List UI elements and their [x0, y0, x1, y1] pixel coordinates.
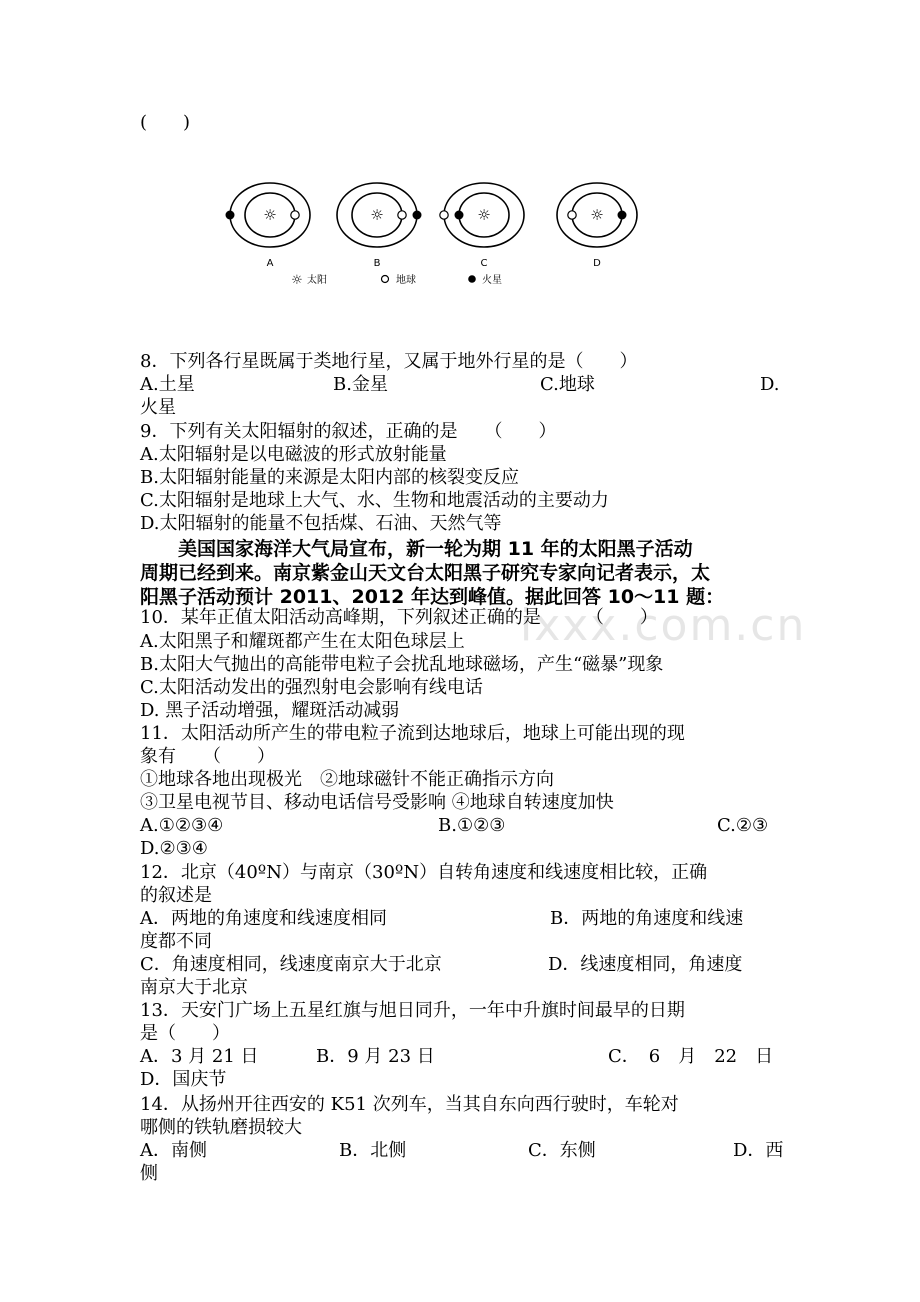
q14-option-d: D．西: [733, 1140, 784, 1161]
q9-option-a: A.太阳辐射是以电磁波的形式放射能量: [140, 444, 447, 465]
q11-option-a: A.①②③④: [140, 815, 224, 836]
q13-option-a: A．3 月 21 日: [140, 1046, 259, 1067]
sun-icon: ☼: [263, 206, 277, 224]
q10-option-d: D. 黑子活动增强，耀斑活动减弱: [140, 700, 400, 721]
q11-option-c: C.②③: [717, 815, 769, 836]
q11-stem-2: 象有 （ ）: [140, 746, 275, 767]
q14-option-c: C．东侧: [528, 1140, 596, 1161]
mars-icon: [618, 211, 627, 220]
panel-label-d: D: [593, 258, 601, 269]
q9-stem: 9．下列有关太阳辐射的叙述，正确的是 （ ）: [140, 421, 557, 442]
q8-option-d: D.: [760, 374, 780, 395]
q14-stem-1: 14．从扬州开往西安的 K51 次列车，当其自东向西行驶时，车轮对: [140, 1094, 679, 1115]
q11-option-b: B.①②③: [438, 815, 506, 836]
passage-line-3: 阳黑子活动预计 2011、2012 年达到峰值。据此回答 10～11 题：: [140, 586, 725, 608]
q11-statement-1: ①地球各地出现极光 ②地球磁针不能正确指示方向: [140, 769, 554, 790]
panel-label-a: A: [266, 258, 274, 269]
passage-line-1: 美国国家海洋大气局宣布，新一轮为期 11 年的太阳黑子活动: [140, 538, 693, 560]
q11-statement-2: ③卫星电视节目、移动电话信号受影响 ④地球自转速度加快: [140, 792, 614, 813]
legend-sun: 太阳: [307, 275, 327, 286]
q8-stem: 8．下列各行星既属于类地行星，又属于地外行星的是（ ）: [140, 351, 638, 372]
q13-option-c: C． 6 月 22 日: [608, 1046, 774, 1067]
q11-option-d: D.②③④: [140, 838, 208, 859]
watermark: ixxx.com.cn: [520, 600, 807, 651]
panel-b: [337, 183, 422, 247]
sun-icon: ☼: [477, 206, 491, 224]
panel-d: [557, 183, 637, 247]
sun-icon: ☼: [291, 273, 303, 288]
sun-icon: ☼: [370, 206, 384, 224]
mars-icon: [413, 211, 422, 220]
q10-option-c: C.太阳活动发出的强烈射电会影响有线电话: [140, 677, 483, 698]
q12-option-b: B．两地的角速度和线速: [550, 908, 744, 929]
earth-icon: [440, 211, 448, 219]
q12-option-d: D．线速度相同，角速度: [548, 954, 743, 975]
q13-stem-1: 13．天安门广场上五星红旗与旭日同升，一年中升旗时间最早的日期: [140, 1000, 685, 1021]
earth-icon: [291, 211, 299, 219]
legend-mars: 火星: [482, 275, 502, 286]
q12-option-b-cont: 度都不同: [140, 931, 212, 952]
q8-option-b: B.金星: [333, 374, 388, 395]
q14-stem-2: 哪侧的铁轨磨损较大: [140, 1117, 302, 1138]
q13-option-d: D．国庆节: [140, 1069, 227, 1090]
orbit-figure: [215, 175, 655, 295]
q14-option-a: A．南侧: [140, 1140, 207, 1161]
q10-option-a: A.太阳黑子和耀斑都产生在太阳色球层上: [140, 631, 465, 652]
q14-option-d-cont: 侧: [140, 1163, 158, 1184]
q14-option-b: B．北侧: [339, 1140, 407, 1161]
q13-option-b: B．9 月 23 日: [316, 1046, 435, 1067]
panel-label-c: C: [480, 258, 488, 269]
answer-paren: ( ): [140, 112, 191, 133]
panel-a: [226, 183, 311, 247]
q11-stem-1: 11．太阳活动所产生的带电粒子流到达地球后，地球上可能出现的现: [140, 723, 685, 744]
q12-option-c: C．角速度相同，线速度南京大于北京: [140, 954, 442, 975]
q8-option-d-cont: 火星: [140, 397, 176, 418]
q8-option-c: C.地球: [540, 374, 595, 395]
earth-icon: [568, 211, 576, 219]
q13-stem-2: 是（ ）: [140, 1023, 230, 1044]
mars-icon: [468, 275, 476, 283]
q12-stem-2: 的叙述是: [140, 885, 212, 906]
earth-icon: [382, 276, 389, 283]
q8-option-a: A.土星: [140, 374, 195, 395]
figure-legend: [291, 273, 502, 288]
panel-c: [440, 183, 524, 247]
q12-option-d-cont: 南京大于北京: [140, 977, 248, 998]
panel-label-b: B: [373, 258, 381, 269]
mars-icon: [226, 211, 235, 220]
q12-option-a: A．两地的角速度和线速度相同: [140, 908, 387, 929]
sun-icon: ☼: [590, 206, 604, 224]
legend-earth: 地球: [396, 275, 416, 286]
q10-stem: 10．某年正值太阳活动高峰期，下列叙述正确的是 （ ）: [140, 607, 658, 628]
q9-option-d: D.太阳辐射的能量不包括煤、石油、天然气等: [140, 513, 502, 534]
q9-option-b: B.太阳辐射能量的来源是太阳内部的核裂变反应: [140, 467, 519, 488]
q10-option-b: B.太阳大气抛出的高能带电粒子会扰乱地球磁场，产生“磁暴”现象: [140, 654, 664, 675]
mars-icon: [455, 211, 464, 220]
q9-option-c: C.太阳辐射是地球上大气、水、生物和地震活动的主要动力: [140, 490, 609, 511]
passage-line-2: 周期已经到来。南京紫金山天文台太阳黑子研究专家向记者表示，太: [140, 562, 711, 584]
earth-icon: [398, 211, 406, 219]
q12-stem-1: 12．北京（40ºN）与南京（30ºN）自转角速度和线速度相比较，正确: [140, 862, 708, 883]
